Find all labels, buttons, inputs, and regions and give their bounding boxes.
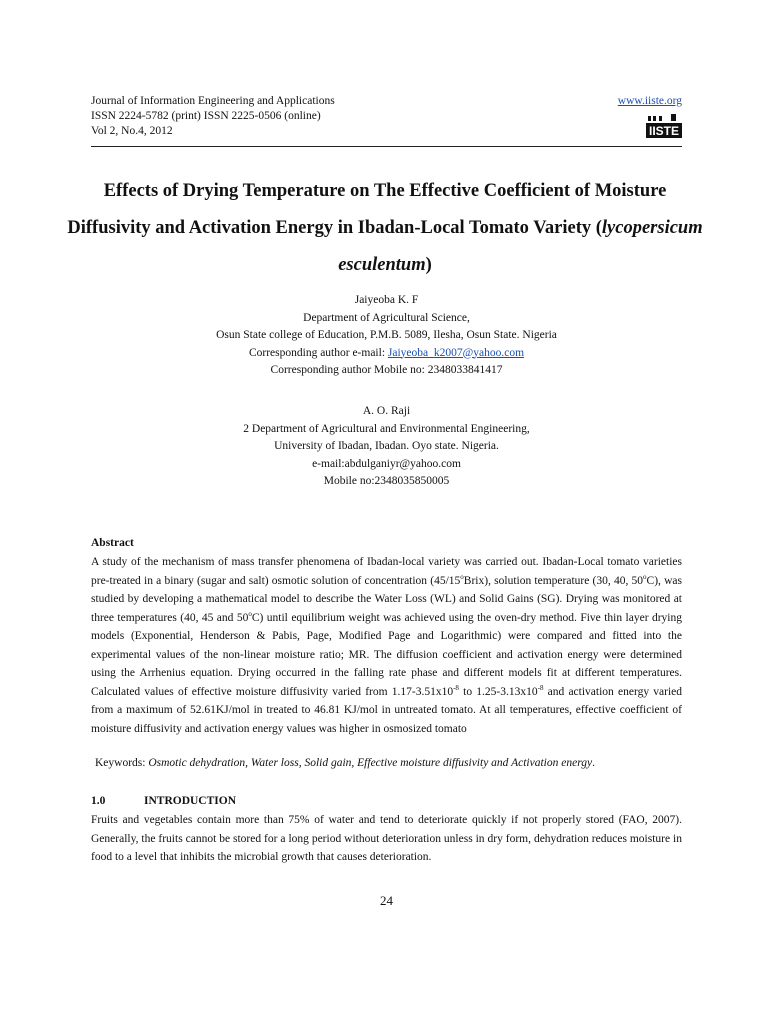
abstract-text: Brix), solution temperature (30, 40, 50 bbox=[463, 574, 644, 587]
abstract-text: C) until equilibrium weight was achieved using the oven-dry method. Five thin layer drying models (Exponential, Henderson & Pabis, Page, Modified Page and Logarithmic) were compared and fitted into the experimental values of the non-linear moisture ratio; MR. The diffusion coefficient and activation energy were determined using the Arrhenius equation. Drying occurred in the falling rate phase and different models fit at different temperatures. Calculated values of effective moisture diffusivity varied from 1.17-3.51x10 bbox=[91, 611, 682, 698]
author1-email-line bbox=[91, 345, 682, 363]
title-close: ) bbox=[425, 255, 432, 275]
page-number: 24 bbox=[380, 893, 393, 908]
author1-name: Jaiyeoba K. F bbox=[354, 294, 419, 306]
title-species: lycopersicum esculentum bbox=[338, 218, 703, 275]
abstract-heading: Abstract bbox=[91, 537, 134, 549]
journal-header-right bbox=[588, 94, 682, 139]
abstract-sup: -8 bbox=[453, 683, 459, 692]
journal-name: Journal of Information Engineering and Applications bbox=[91, 95, 335, 107]
author1-email-label: Corresponding author e-mail: bbox=[248, 346, 388, 359]
abstract-body bbox=[91, 553, 682, 738]
author1-mobile: Corresponding author Mobile no: 2348033841417 bbox=[270, 364, 503, 376]
abstract-sup: o bbox=[248, 609, 252, 618]
author2-dept: 2 Department of Agricultural and Environmental Engineering, bbox=[243, 422, 530, 435]
journal-url-link[interactable]: www.iiste.org bbox=[617, 95, 682, 107]
iiste-logo bbox=[646, 113, 682, 139]
abstract-text: and activation energy varied from a maximum of 52.61KJ/mol in treated to 46.81 KJ/mol in untreated tomato. At all temperatures, effective coefficient of moisture diffusivity and activation energy values was higher in osmosized tomato bbox=[91, 685, 682, 735]
section-title: INTRODUCTION bbox=[144, 795, 237, 807]
author1-email-link[interactable]: Jaiyeoba_k2007@yahoo.com bbox=[387, 346, 525, 359]
author2-mobile: Mobile no:2348035850005 bbox=[323, 475, 450, 487]
author-block-1 bbox=[91, 292, 682, 380]
journal-header bbox=[91, 94, 335, 139]
author-block-2 bbox=[91, 403, 682, 491]
keywords-line bbox=[95, 757, 595, 769]
keywords-end: . bbox=[592, 757, 595, 769]
abstract-text: to 1.25-3.13x10 bbox=[458, 685, 538, 698]
author1-inst: Osun State college of Education, P.M.B. 5089, Ilesha, Osun State. Nigeria bbox=[216, 329, 557, 341]
svg-text:IISTE: IISTE bbox=[648, 124, 680, 138]
section-heading bbox=[91, 795, 236, 807]
abstract-sup: o bbox=[643, 572, 647, 581]
journal-issn: ISSN 2224-5782 (print) ISSN 2225-0506 (online) bbox=[91, 110, 321, 122]
abstract-text: C), was studied by developing a mathematical model to describe the Water Loss (WL) and Solid Gains (SG). Drying was monitored at three temperatures (40, 45 and 50 bbox=[91, 574, 682, 624]
abstract-text: A study of the mechanism of mass transfer phenomena of Ibadan-local variety was carried out. Ibadan-Local tomato varieties pre-treated in a binary (sugar and salt) osmotic solution of concentration (45/15 bbox=[91, 556, 682, 587]
keywords-label: Keywords: bbox=[95, 757, 149, 769]
author1-dept: Department of Agricultural Science, bbox=[303, 311, 470, 324]
header-divider bbox=[91, 146, 682, 147]
author2-name: A. O. Raji bbox=[362, 405, 411, 417]
abstract-sup: o bbox=[460, 572, 464, 581]
keywords-text: Osmotic dehydration, Water loss, Solid gain, Effective moisture diffusivity and Activation energy bbox=[148, 757, 593, 769]
paper-title bbox=[60, 173, 710, 284]
section-number: 1.0 bbox=[91, 795, 106, 807]
introduction-text: Fruits and vegetables contain more than 75% of water and tend to deteriorate quickly if not properly stored (FAO, 2007). Generally, the fruits cannot be stored for a long period without deterioration unless in dry form, dehydration reduces moisture in food to a level that inhibits the microbial growth that causes deterioration. bbox=[91, 814, 682, 863]
title-main: Effects of Drying Temperature on The Effective Coefficient of Moisture Diffusivity and Activation Energy in Ibadan-Local Tomato Variety ( bbox=[67, 181, 667, 238]
abstract-sup: -8 bbox=[537, 683, 544, 692]
journal-volume: Vol 2, No.4, 2012 bbox=[91, 125, 173, 137]
author2-inst: University of Ibadan, Ibadan. Oyo state. Nigeria. bbox=[274, 440, 499, 452]
author2-email: e-mail:abdulganiyr@yahoo.com bbox=[312, 457, 461, 470]
